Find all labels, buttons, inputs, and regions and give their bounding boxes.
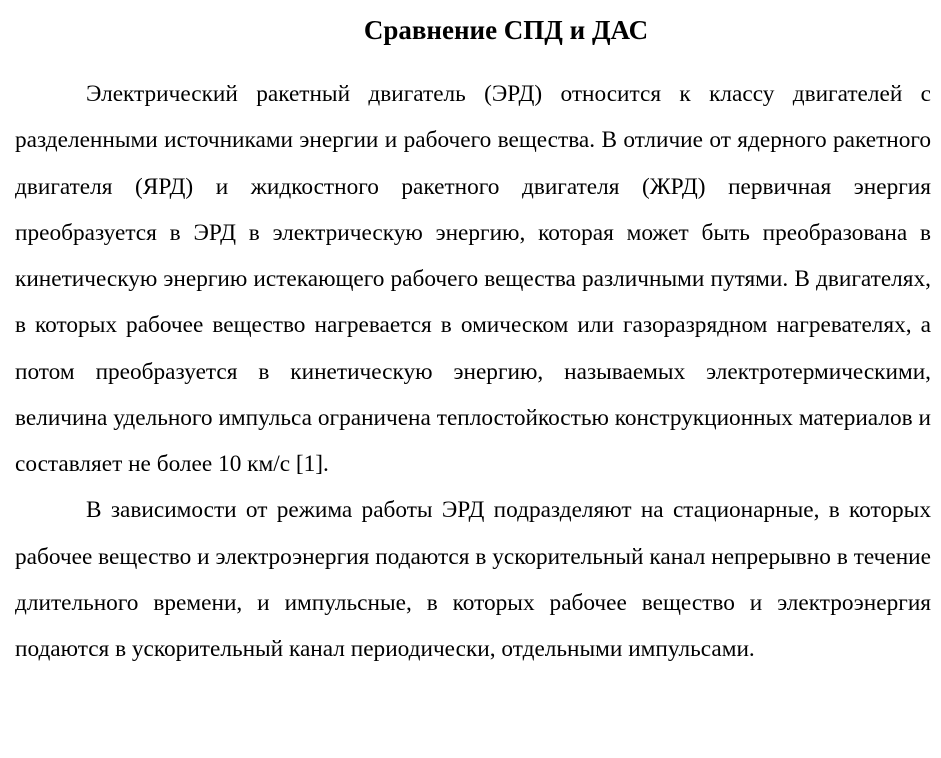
paragraph-1: Электрический ракетный двигатель (ЭРД) относится к классу двигателей с разделенными источниками энергии и рабочего вещества. В отличие от ядерного ракетного двигателя (ЯРД) и жидкостного ракетного двигателя (ЖРД) первичная энергия преобразуется в ЭРД в электрическую энергию, которая может быть преобразована в кинетическую энергию истекающего рабочего вещества различными путями. В двигателях, в которых рабочее вещество нагревается в омическом или газоразрядном нагревателях, а потом преобразуется в кинетическую энергию, называемых электротермическими, величина удельного импульса ограничена теплостойкостью конструкционных материалов и составляет не более 10 км/с [1]. [15, 81, 931, 477]
document-body [15, 71, 931, 672]
document-title: Сравнение СПД и ДАС [363, 15, 649, 45]
paragraph-2: В зависимости от режима работы ЭРД подразделяют на стационарные, в которых рабочее вещество и электроэнергия подаются в ускорительный канал непрерывно в течение длительного времени, и импульсные, в которых рабочее вещество и электроэнергия подаются в ускорительный канал периодически, отдельными импульсами. [15, 497, 931, 662]
